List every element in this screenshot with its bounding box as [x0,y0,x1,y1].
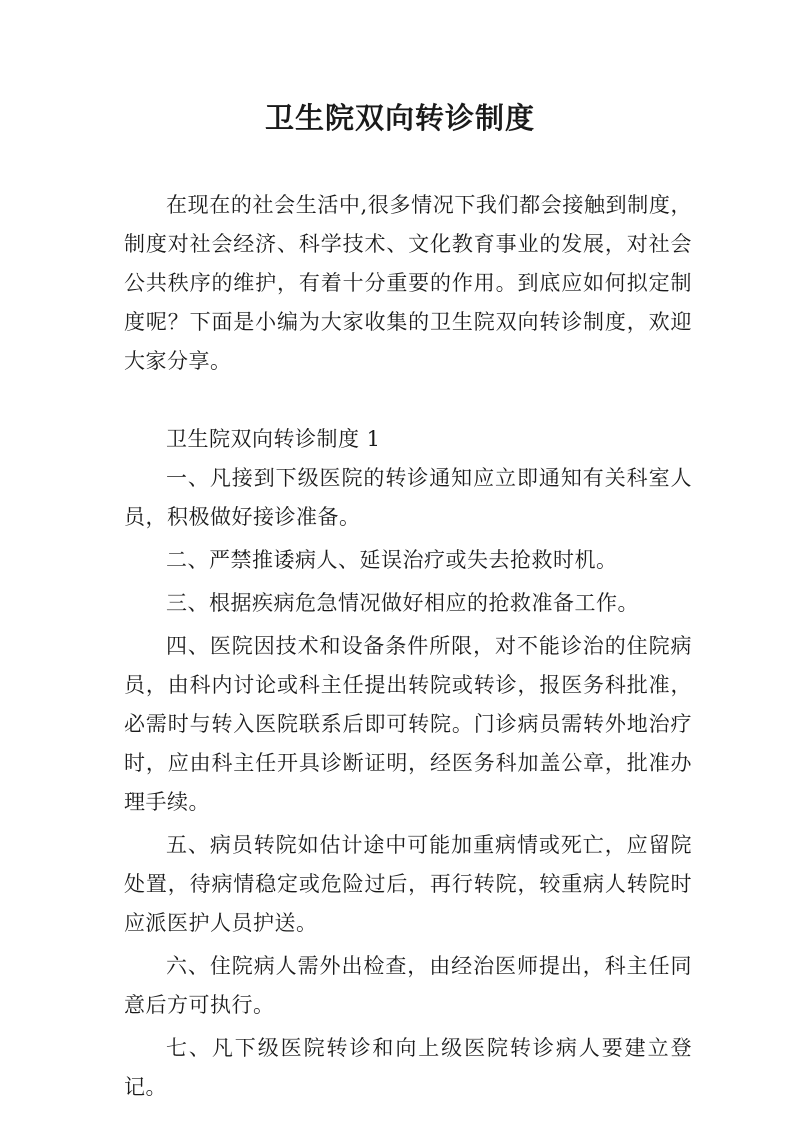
document-title: 卫生院双向转诊制度 [264,101,535,135]
rule-item-5: 五、病员转院如估计途中可能加重病情或死亡，应留院处置，待病情稳定或危险过后，再行转院，较重病人转院时应派医护人员护送。 [124,833,692,935]
section-heading: 卫生院双向转诊制度 1 [166,427,381,451]
rule-item-1: 一、凡接到下级医院的转诊通知应立即通知有关科室人员，积极做好接诊准备。 [124,466,692,529]
rule-item-4: 四、医院因技术和设备条件所限，对不能诊治的住院病员，由科内讨论或科主任提出转院或转诊，报医务科批准，必需时与转入医院联系后即可转院。门诊病员需转外地治疗时，应由科主任开具诊断证明，经医务科加盖公章，批准办理手续。 [124,634,692,814]
document-body [124,186,692,1111]
rule-item-2: 二、严禁推诿病人、延误治疗或失去抢救时机。 [166,548,618,572]
rule-item-6: 六、住院病人需外出检查，由经治医师提出，科主任同意后方可执行。 [124,954,692,1017]
rule-item-7: 七、凡下级医院转诊和向上级医院转诊病人要建立登记。 [124,1036,692,1099]
intro-paragraph: 在现在的社会生活中,很多情况下我们都会接触到制度，制度对社会经济、科学技术、文化教育事业的发展，对社会公共秩序的维护，有着十分重要的作用。到底应如何拟定制度呢？下面是小编为大家收集的卫生院双向转诊制度，欢迎大家分享。 [124,193,692,373]
rule-item-3: 三、根据疾病危急情况做好相应的抢救准备工作。 [166,591,639,615]
